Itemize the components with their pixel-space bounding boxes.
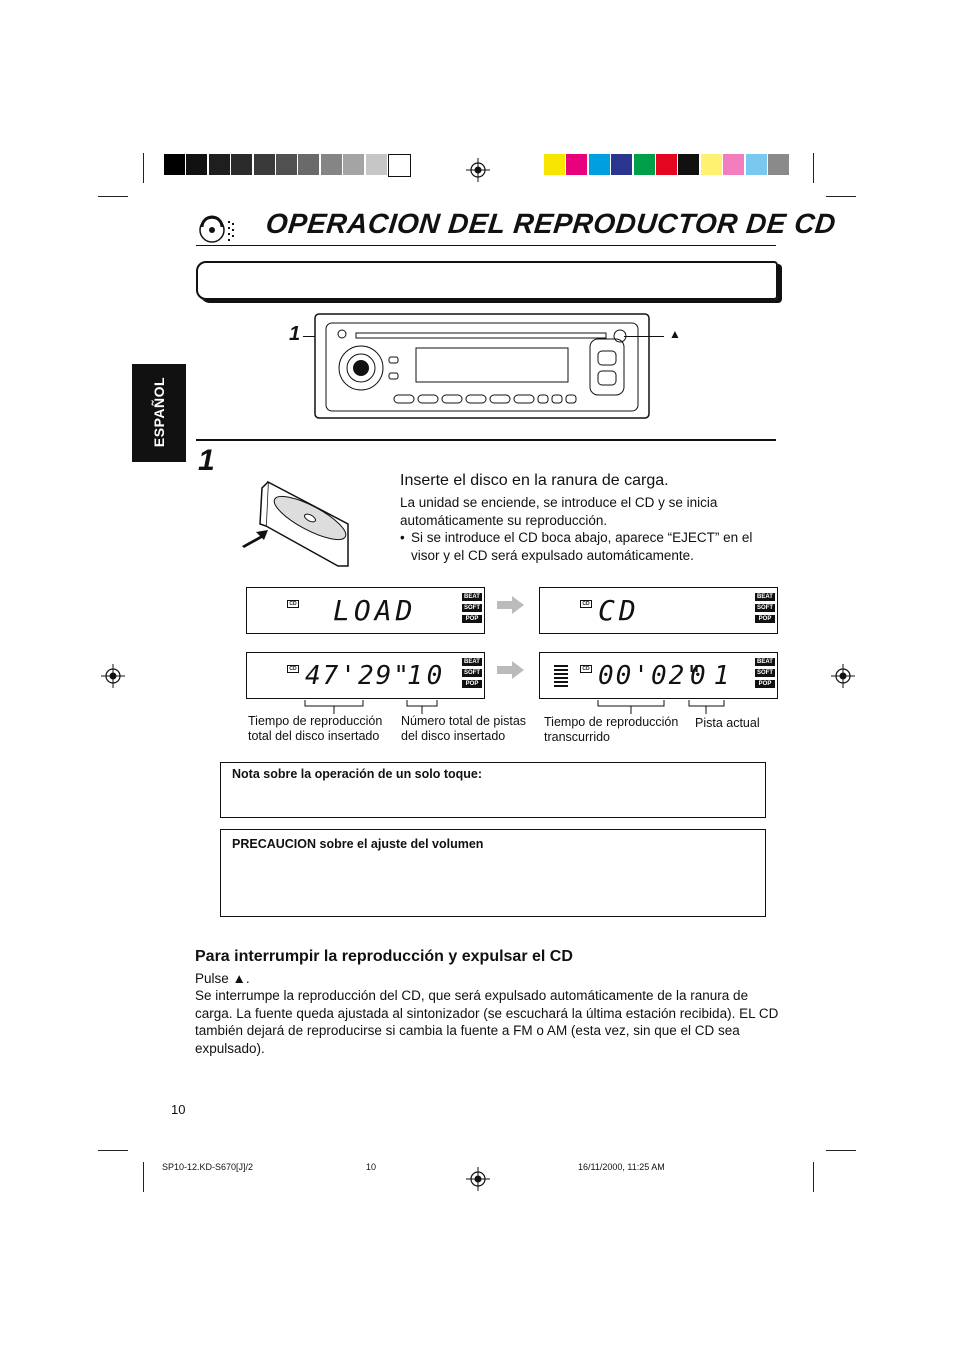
- color-swatch: [231, 154, 252, 175]
- mode-soft: SOFT: [757, 605, 773, 611]
- section-body: Se interrumpe la reproducción del CD, que será expulsado automáticamente de la ranura de carga. La fuente queda ajustada al sintonizador (se escuchará la última estación recibida). EL CD también dejará de reproducirse si cambia la fuente a FM o AM (esta vez, sin que el CD sea expulsado).: [195, 988, 779, 1056]
- mode-soft: SOFT: [464, 605, 480, 611]
- display-playback: [539, 652, 778, 699]
- color-swatch: [589, 154, 610, 175]
- color-swatch: [701, 154, 722, 175]
- mode-beat: BEAT: [755, 593, 775, 601]
- mode-beat: BEAT: [462, 658, 482, 666]
- section-banner: [196, 261, 778, 300]
- color-swatch: [656, 154, 677, 175]
- display-total-tracks: 10: [407, 661, 447, 691]
- color-swatch: [634, 154, 655, 175]
- callout-number: 1: [289, 323, 301, 345]
- display-load: [246, 587, 485, 634]
- mode-soft: SOFT: [757, 670, 773, 676]
- step-description: La unidad se enciende, se introduce el CD y se inicia automáticamente su reproducción.: [400, 495, 718, 528]
- label-total-tracks: Número total de pistas del disco insertado: [401, 714, 527, 743]
- color-swatch: [388, 154, 411, 177]
- display-text-cd: CD: [598, 594, 640, 627]
- mode-beat: BEAT: [755, 658, 775, 666]
- note-title: Nota sobre la operación de un solo toque:: [232, 767, 483, 781]
- step-divider: [196, 439, 776, 441]
- step-bullet: Si se introduce el CD boca abajo, aparece “EJECT” en el visor y el CD será expulsado automáticamente.: [411, 530, 753, 563]
- arrow-right-icon: [497, 666, 513, 674]
- color-swatch: [768, 154, 789, 175]
- mode-pop: POP: [462, 615, 482, 623]
- cd-badge: CD: [287, 600, 299, 608]
- color-swatch: [321, 154, 342, 175]
- arrow-right-icon: [512, 596, 524, 614]
- color-swatch: [544, 154, 565, 175]
- eject-callout-line: [624, 336, 664, 337]
- language-tab-label: ESPAÑOL: [151, 376, 167, 448]
- bullet-dot: •: [400, 530, 405, 545]
- crop-mark: [826, 196, 856, 197]
- cd-badge: CD: [287, 665, 299, 673]
- eject-icon: ▲: [669, 327, 681, 341]
- mode-pop: POP: [755, 615, 775, 623]
- arrow-right-icon: [512, 661, 524, 679]
- mode-pop: POP: [755, 680, 775, 688]
- crop-mark: [826, 1150, 856, 1151]
- color-swatch: [343, 154, 364, 175]
- color-swatch: [209, 154, 230, 175]
- arrow-right-icon: [497, 601, 513, 609]
- mode-pop: POP: [462, 680, 482, 688]
- registration-mark-icon: [466, 1167, 490, 1191]
- page-number: 10: [171, 1102, 186, 1117]
- label-current-track: Pista actual: [695, 716, 760, 730]
- cd-icon: [198, 215, 240, 245]
- car-stereo-front-panel: [314, 313, 650, 419]
- language-tab: [132, 364, 186, 462]
- footer-sheet: 10: [366, 1162, 377, 1172]
- display-total-info: [246, 652, 485, 699]
- step-title: Inserte el disco en la ranura de carga.: [400, 472, 669, 489]
- display-total-time: 47'29": [305, 661, 411, 691]
- crop-mark: [143, 1162, 144, 1192]
- crop-mark: [143, 153, 144, 183]
- color-swatch: [566, 154, 587, 175]
- registration-mark-icon: [831, 664, 855, 688]
- crop-mark: [98, 196, 128, 197]
- caution-box: [220, 829, 766, 917]
- label-total-time: Tiempo de reproducción total del disco insertado: [248, 714, 383, 743]
- color-swatch: [298, 154, 319, 175]
- color-swatch: [254, 154, 275, 175]
- color-swatch: [276, 154, 297, 175]
- cd-badge: CD: [580, 665, 592, 673]
- step-number: 1: [198, 444, 215, 477]
- display-elapsed-time: 00'02": [598, 661, 704, 691]
- disc-indicator-icon: [554, 663, 568, 687]
- mode-soft: SOFT: [464, 670, 480, 676]
- color-swatch: [186, 154, 207, 175]
- display-cd: [539, 587, 778, 634]
- mode-beat: BEAT: [462, 593, 482, 601]
- display-current-track: 01: [690, 661, 738, 691]
- footer-file: SP10-12.KD-S670[J]/2: [162, 1162, 254, 1172]
- color-swatch: [746, 154, 767, 175]
- color-swatch: [611, 154, 632, 175]
- cd-insertion-illustration: [238, 474, 368, 570]
- crop-mark: [813, 1162, 814, 1192]
- color-swatch: [678, 154, 699, 175]
- title-underline: [196, 245, 776, 246]
- pulse-instruction: Pulse ▲.: [195, 971, 250, 986]
- page-title: OPERACION DEL REPRODUCTOR DE CD: [264, 208, 838, 239]
- cd-badge: CD: [580, 600, 592, 608]
- color-swatch: [723, 154, 744, 175]
- label-elapsed-time: Tiempo de reproducción transcurrido: [544, 715, 679, 744]
- footer-date: 16/11/2000, 11:25 AM: [578, 1162, 665, 1172]
- caution-title: PRECAUCION sobre el ajuste del volumen: [232, 837, 484, 851]
- registration-mark-icon: [101, 664, 125, 688]
- crop-mark: [813, 153, 814, 183]
- color-swatch: [366, 154, 387, 175]
- registration-mark-icon: [466, 158, 490, 182]
- section-heading: Para interrumpir la reproducción y expulsar el CD: [195, 948, 573, 965]
- display-text-load: LOAD: [333, 594, 417, 627]
- crop-mark: [98, 1150, 128, 1151]
- note-box: [220, 762, 766, 818]
- color-swatch: [164, 154, 185, 175]
